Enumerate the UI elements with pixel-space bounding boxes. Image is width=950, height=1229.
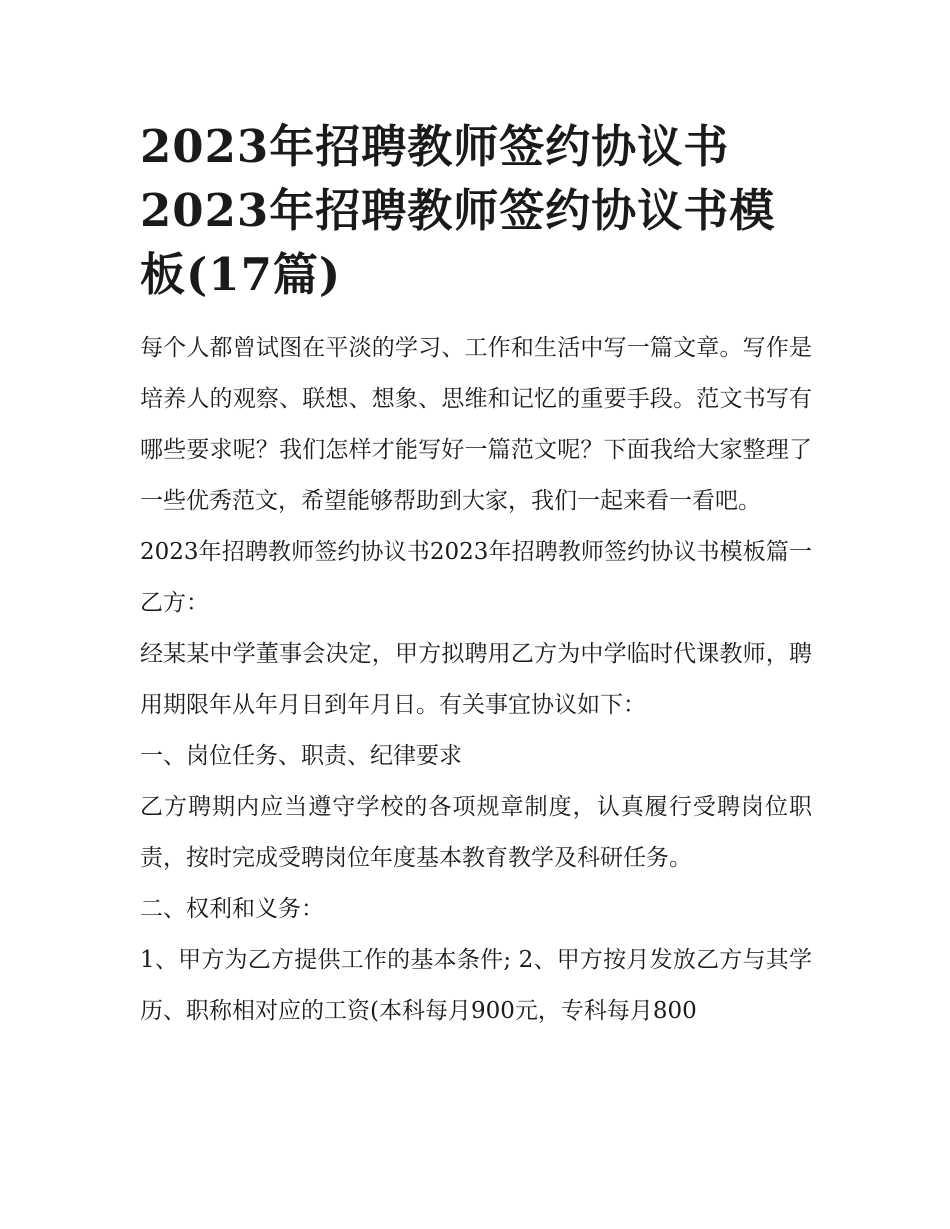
title-line-2: 2023年招聘教师签约协议书模: [140, 184, 776, 237]
clause-heading-2: 二、权利和义务：: [140, 896, 324, 922]
intro-paragraph: 每个人都曾试图在平淡的学习、工作和生活中写一篇文章。写作是培养人的观察、联想、想象、思维和记忆的重要手段。范文书写有哪些要求呢？我们怎样才能写好一篇范文呢？下面我给大家整理了一些优秀范文，希望能够帮助到大家，我们一起来看一看吧。: [140, 335, 812, 514]
section-heading: 2023年招聘教师签约协议书2023年招聘教师签约协议书模板篇一 乙方：: [140, 539, 812, 616]
title-line-3: 板(17篇): [140, 248, 342, 301]
clause-1-paragraph: 乙方聘期内应当遵守学校的各项规章制度，认真履行受聘岗位职责，按时完成受聘岗位年度基本教育教学及科研任务。: [140, 794, 812, 871]
document-page: [140, 115, 812, 1037]
title-line-1: 2023年招聘教师签约协议书: [140, 120, 730, 173]
clause-2-paragraph: 1、甲方为乙方提供工作的基本条件; 2、甲方按月发放乙方与其学历、职称相对应的工资(本科每月900元，专科每月800: [140, 947, 812, 1024]
document-title: [140, 115, 812, 307]
document-body: [140, 323, 812, 1037]
clause-heading-1: 一、岗位任务、职责、纪律要求: [140, 743, 462, 769]
agreement-intro-paragraph: 经某某中学董事会决定，甲方拟聘用乙方为中学临时代课教师，聘用期限年从年月日到年月日。有关事宜协议如下：: [140, 641, 812, 718]
